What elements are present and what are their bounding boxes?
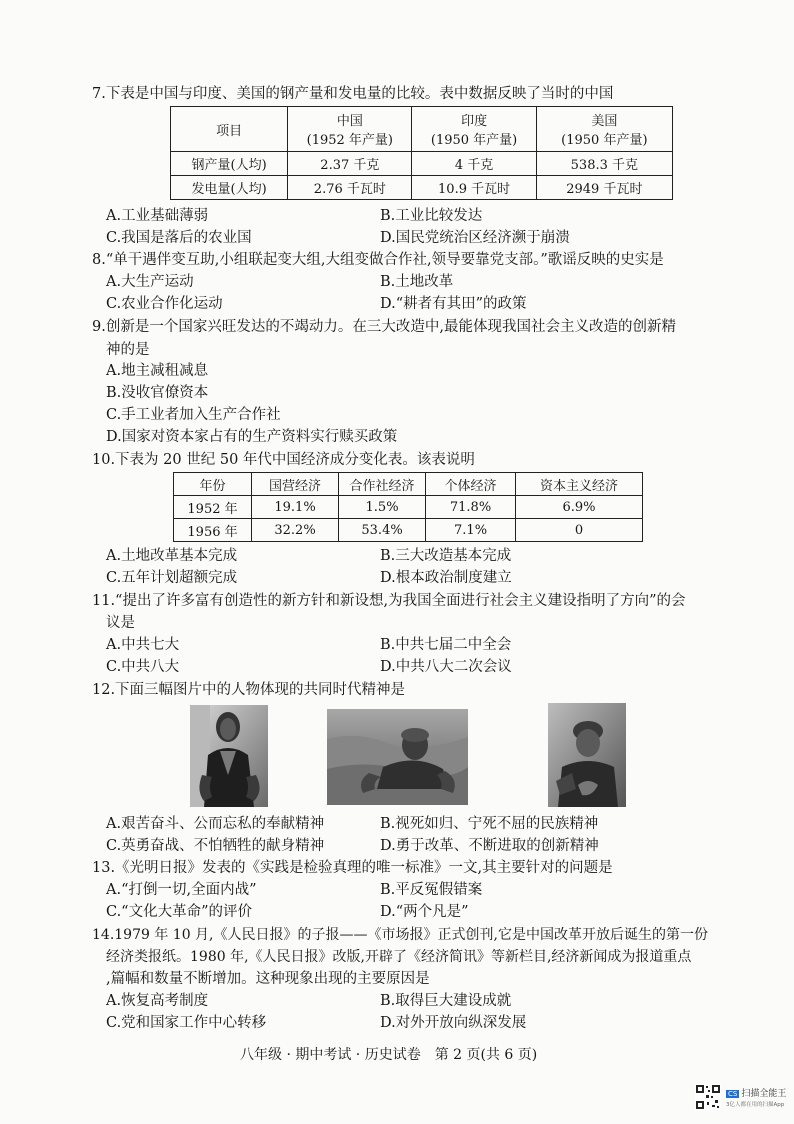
q12-option-b[interactable]: B.视死如归、宁死不屈的民族精神 [380,816,599,832]
q14-option-b[interactable]: B.取得巨大建设成就 [380,993,512,1009]
q10-option-c[interactable]: C.五年计划超额完成 [106,570,238,586]
q14-stem-line1: 14.1979 年 10 月,《人民日报》的子报——《市场报》正式创刊,它是中国改革开放后诞生的第一份 [92,927,708,943]
q14-option-c[interactable]: C.党和国家工作中心转移 [106,1015,267,1031]
q13-stem: 13.《光明日报》发表的《实践是检验真理的唯一标准》一文,其主要针对的问题是 [92,860,613,876]
q7-table-header-china: 中国 (1952 年产量) [288,107,412,152]
q8-stem: 8.“单干遇伴变互助,小组联起变大组,大组变做合作社,领导要靠党支部。”歌谣反映的史实是 [92,252,664,268]
q14-stem-line2: 经济类报纸。1980 年,《人民日报》改版,开辟了《经济简讯》等新栏目,经济新闻成为报道重点 [106,949,692,965]
q7-option-d[interactable]: D.国民党统治区经济濒于崩溃 [380,230,570,246]
q12-stem: 12.下面三幅图片中的人物体现的共同时代精神是 [92,682,406,698]
q9-option-c[interactable]: C.手工业者加入生产合作社 [106,407,281,423]
table-row: 发电量(人均) 2.76 千瓦时 10.9 千瓦时 2949 千瓦时 [171,176,673,200]
cs-logo-icon: CS [728,1090,738,1098]
scanner-app-subtitle: 3亿人都在用的扫描App [726,1102,785,1108]
q7-option-a[interactable]: A.工业基础薄弱 [106,208,209,224]
q9-option-d[interactable]: D.国家对资本家占有的生产资料实行赎买政策 [106,429,398,445]
q7-option-c[interactable]: C.我国是落后的农业国 [106,230,252,246]
table-row: 钢产量(人均) 2.37 千克 4 千克 538.3 千克 [171,152,673,176]
q7-table [170,106,673,200]
qr-code-icon [695,1084,721,1110]
q10-option-a[interactable]: A.土地改革基本完成 [106,548,238,564]
q10-table: 年份 国营经济 合作社经济 个体经济 资本主义经济 1952 年 19.1% 1.5% 71.8% 6.9% 1956 年 32.2% 53.4% 7.1% 0 [173,472,643,542]
q9-option-b[interactable]: B.没收官僚资本 [106,385,209,401]
q8-option-c[interactable]: C.农业合作化运动 [106,296,223,312]
table-row: 1952 年 19.1% 1.5% 71.8% 6.9% [174,496,643,519]
table-row: 1956 年 32.2% 53.4% 7.1% 0 [174,519,643,542]
q14-option-d[interactable]: D.对外开放向纵深发展 [380,1015,527,1031]
q12-option-d[interactable]: D.勇于改革、不断进取的创新精神 [380,838,599,854]
q7-table-header-item: 项目 [171,107,288,152]
q13-option-a[interactable]: A.“打倒一切,全面内战” [106,882,257,898]
q10-option-d[interactable]: D.根本政治制度建立 [380,570,512,586]
q11-option-b[interactable]: B.中共七届二中全会 [380,637,512,653]
q8-option-b[interactable]: B.土地改革 [380,274,454,290]
q9-stem-line2: 神的是 [106,342,150,358]
q7-table-header-usa: 美国 (1950 年产量) [536,107,672,152]
q7-option-b[interactable]: B.工业比较发达 [380,208,483,224]
q7-table-header-india: 印度 (1950 年产量) [412,107,536,152]
scanner-app-name: CS 扫描全能王 [728,1089,787,1099]
q9-stem-line1: 9.创新是一个国家兴旺发达的不竭动力。在三大改造中,最能体现我国社会主义改造的创新精 [92,319,676,335]
photo-2 [327,709,468,805]
q11-option-a[interactable]: A.中共七大 [106,637,180,653]
q7-stem: 7.下表是中国与印度、美国的钢产量和发电量的比较。表中数据反映了当时的中国 [92,86,614,102]
q11-option-c[interactable]: C.中共八大 [106,659,180,675]
q10-stem: 10.下表为 20 世纪 50 年代中国经济成分变化表。该表说明 [92,452,475,468]
q13-option-c[interactable]: C.“文化大革命”的评价 [106,904,253,920]
q10-option-b[interactable]: B.三大改造基本完成 [380,548,512,564]
q11-stem-line1: 11.“提出了许多富有创造性的新方针和新设想,为我国全面进行社会主义建设指明了方向”的会 [92,593,686,609]
q13-option-b[interactable]: B.平反冤假错案 [380,882,483,898]
q14-stem-line3: ,篇幅和数量不断增加。这种现象出现的主要原因是 [106,971,430,987]
page-footer: 八年级 · 期中考试 · 历史试卷 第 2 页(共 6 页) [240,1047,538,1063]
q11-stem-line2: 议是 [106,615,135,631]
q8-option-d[interactable]: D.“耕者有其田”的政策 [380,296,527,312]
q13-option-d[interactable]: D.“两个凡是” [380,904,469,920]
q9-option-a[interactable]: A.地主减租减息 [106,363,209,379]
q12-option-a[interactable]: A.艰苦奋斗、公而忘私的奉献精神 [106,816,325,832]
q11-option-d[interactable]: D.中共八大二次会议 [380,659,512,675]
q14-option-a[interactable]: A.恢复高考制度 [106,993,209,1009]
q12-option-c[interactable]: C.英勇奋战、不怕牺牲的献身精神 [106,838,325,854]
photo-3 [548,703,626,807]
q8-option-a[interactable]: A.大生产运动 [106,274,194,290]
scanner-badge [695,1084,787,1116]
photo-1 [190,705,268,807]
